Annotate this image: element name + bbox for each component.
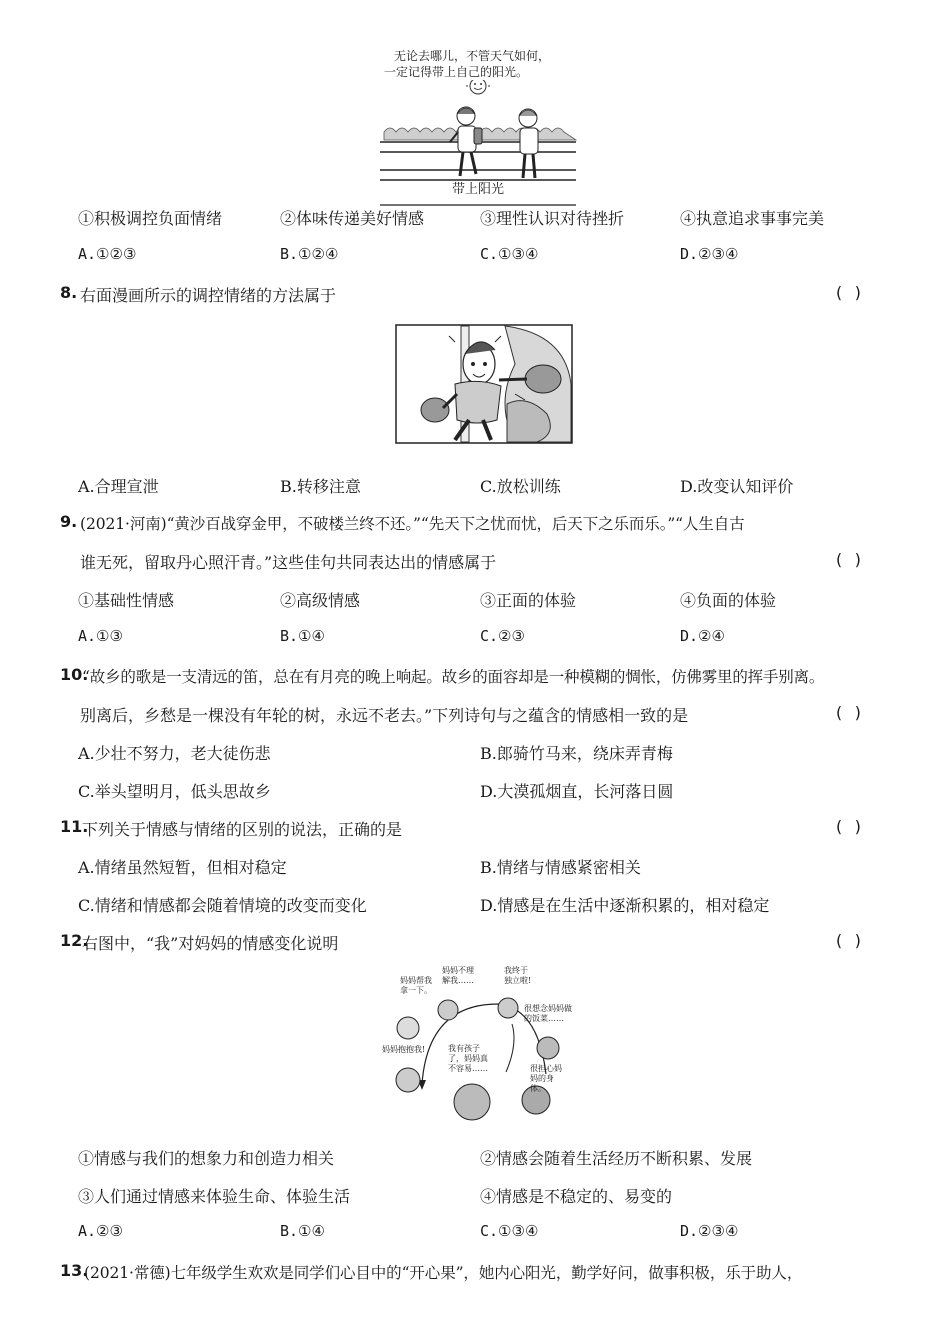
q12-option-c[interactable]: C.①③④ [480, 1222, 539, 1240]
bubble-finally-independent: 我终于独立啦! [504, 966, 532, 985]
q12-stem: 右图中，“我”对妈妈的情感变化说明 [82, 934, 339, 953]
q12-answer-paren[interactable]: ( ) [834, 931, 863, 950]
q7-option-d[interactable]: D.②③④ [680, 245, 739, 263]
bubble-mom-doesnt-understand: 妈妈不理解我…… [442, 966, 474, 985]
q10-stem-line-1: “故乡的歌是一支清远的笛，总在有月亮的晚上响起。故乡的面容却是一种模糊的惆怅，仿佛雾里的挥手别离。 [82, 668, 825, 686]
q9-statement-1: ①基础性情感 [78, 591, 175, 610]
q13-stem-line-1: (2021·常德)七年级学生欢欢是同学们心目中的“开心果”，她内心阳光，勤学好问，做事积极，乐于助人， [84, 1264, 803, 1282]
q8-option-a[interactable]: A.合理宣泄 [78, 477, 159, 496]
q9-statement-4: ④负面的体验 [680, 591, 777, 610]
q11-option-d[interactable]: D.情感是在生活中逐渐积累的，相对稳定 [480, 896, 770, 915]
bubble-miss-moms-cooking: 很想念妈妈做的饭菜…… [524, 1004, 572, 1023]
q11-option-b[interactable]: B.情绪与情感紧密相关 [480, 858, 641, 877]
q11-stem: 下列关于情感与情绪的区别的说法，正确的是 [82, 820, 403, 839]
q7-option-b[interactable]: B.①②④ [280, 245, 339, 263]
q10-option-a[interactable]: A.少壮不努力，老大徒伤悲 [78, 744, 271, 763]
q7-statement-3: ③理性认识对待挫折 [480, 209, 625, 228]
q8-option-b[interactable]: B.转移注意 [280, 477, 361, 496]
cartoon-caption: 带上阳光 [452, 182, 505, 197]
sunshine-cartoon [378, 44, 578, 197]
q7-option-a[interactable]: A.①②③ [78, 245, 137, 263]
q12-option-b[interactable]: B.①④ [280, 1222, 325, 1240]
q11-number: 11. [60, 817, 89, 836]
q12-option-a[interactable]: A.②③ [78, 1222, 123, 1240]
cartoon-speech-line-2: 一定记得带上自己的阳光。 [384, 65, 529, 79]
q10-option-c[interactable]: C.举头望明月，低头思故乡 [78, 782, 271, 801]
q8-number: 8. [60, 283, 78, 302]
q7-statement-1: ①积极调控负面情绪 [78, 209, 223, 228]
mother-emotion-cycle-cartoon [378, 964, 578, 1136]
q12-statement-4: ④情感是不稳定的、易变的 [480, 1187, 673, 1206]
q8-option-d[interactable]: D.改变认知评价 [680, 477, 794, 496]
q10-option-b[interactable]: B.郎骑竹马来，绕床弄青梅 [480, 744, 673, 763]
q13-number: 13. [60, 1261, 89, 1280]
q9-statement-3: ③正面的体验 [480, 591, 577, 610]
q8-answer-paren[interactable]: ( ) [834, 283, 863, 302]
q9-number: 9. [60, 512, 78, 531]
q10-number: 10. [60, 665, 89, 684]
q10-stem-line-2: 别离后，乡愁是一棵没有年轮的树，永远不老去。”下列诗句与之蕴含的情感相一致的是 [80, 706, 689, 725]
q9-option-d[interactable]: D.②④ [680, 627, 725, 645]
q11-option-a[interactable]: A.情绪虽然短暂，但相对稳定 [78, 858, 287, 877]
q9-statement-2: ②高级情感 [280, 591, 361, 610]
q11-answer-paren[interactable]: ( ) [834, 817, 863, 836]
q10-answer-paren[interactable]: ( ) [834, 703, 863, 722]
q9-stem-line-2: 谁无死，留取丹心照汗青。”这些佳句共同表达出的情感属于 [80, 553, 497, 572]
q9-answer-paren[interactable]: ( ) [834, 550, 863, 569]
bubble-mom-hug-me: 妈妈抱抱我! [382, 1045, 426, 1054]
q10-option-d[interactable]: D.大漠孤烟直，长河落日圆 [480, 782, 674, 801]
q8-stem: 右面漫画所示的调控情绪的方法属于 [80, 286, 337, 305]
bubble-mom-help-me: 妈妈帮我拿一下。 [400, 976, 432, 995]
bubble-worry-moms-health: 很担心妈妈的身体。 [530, 1064, 562, 1093]
q11-option-c[interactable]: C.情绪和情感都会随着情境的改变而变化 [78, 896, 367, 915]
q7-option-c[interactable]: C.①③④ [480, 245, 539, 263]
q9-option-b[interactable]: B.①④ [280, 627, 325, 645]
q12-statement-3: ③人们通过情感来体验生命、体验生活 [78, 1187, 351, 1206]
q8-option-c[interactable]: C.放松训练 [480, 477, 561, 496]
bubble-i-have-child-now: 我有孩子了，妈妈真不容易…… [448, 1044, 488, 1073]
q12-statement-2: ②情感会随着生活经历不断积累、发展 [480, 1149, 753, 1168]
q9-stem-line-1: (2021·河南)“黄沙百战穿金甲，不破楼兰终不还。”“先天下之忧而忧，后天下之乐而乐。”“人生自古 [80, 515, 745, 533]
q7-statement-2: ②体味传递美好情感 [280, 209, 425, 228]
cartoon-speech-line-1: 无论去哪儿，不管天气如何， [394, 49, 551, 63]
q12-option-d[interactable]: D.②③④ [680, 1222, 739, 1240]
q9-option-c[interactable]: C.②③ [480, 627, 525, 645]
q7-statement-4: ④执意追求事事完美 [680, 209, 825, 228]
q9-option-a[interactable]: A.①③ [78, 627, 123, 645]
q12-number: 12. [60, 931, 89, 950]
boxing-cartoon [395, 324, 573, 444]
q12-statement-1: ①情感与我们的想象力和创造力相关 [78, 1149, 335, 1168]
